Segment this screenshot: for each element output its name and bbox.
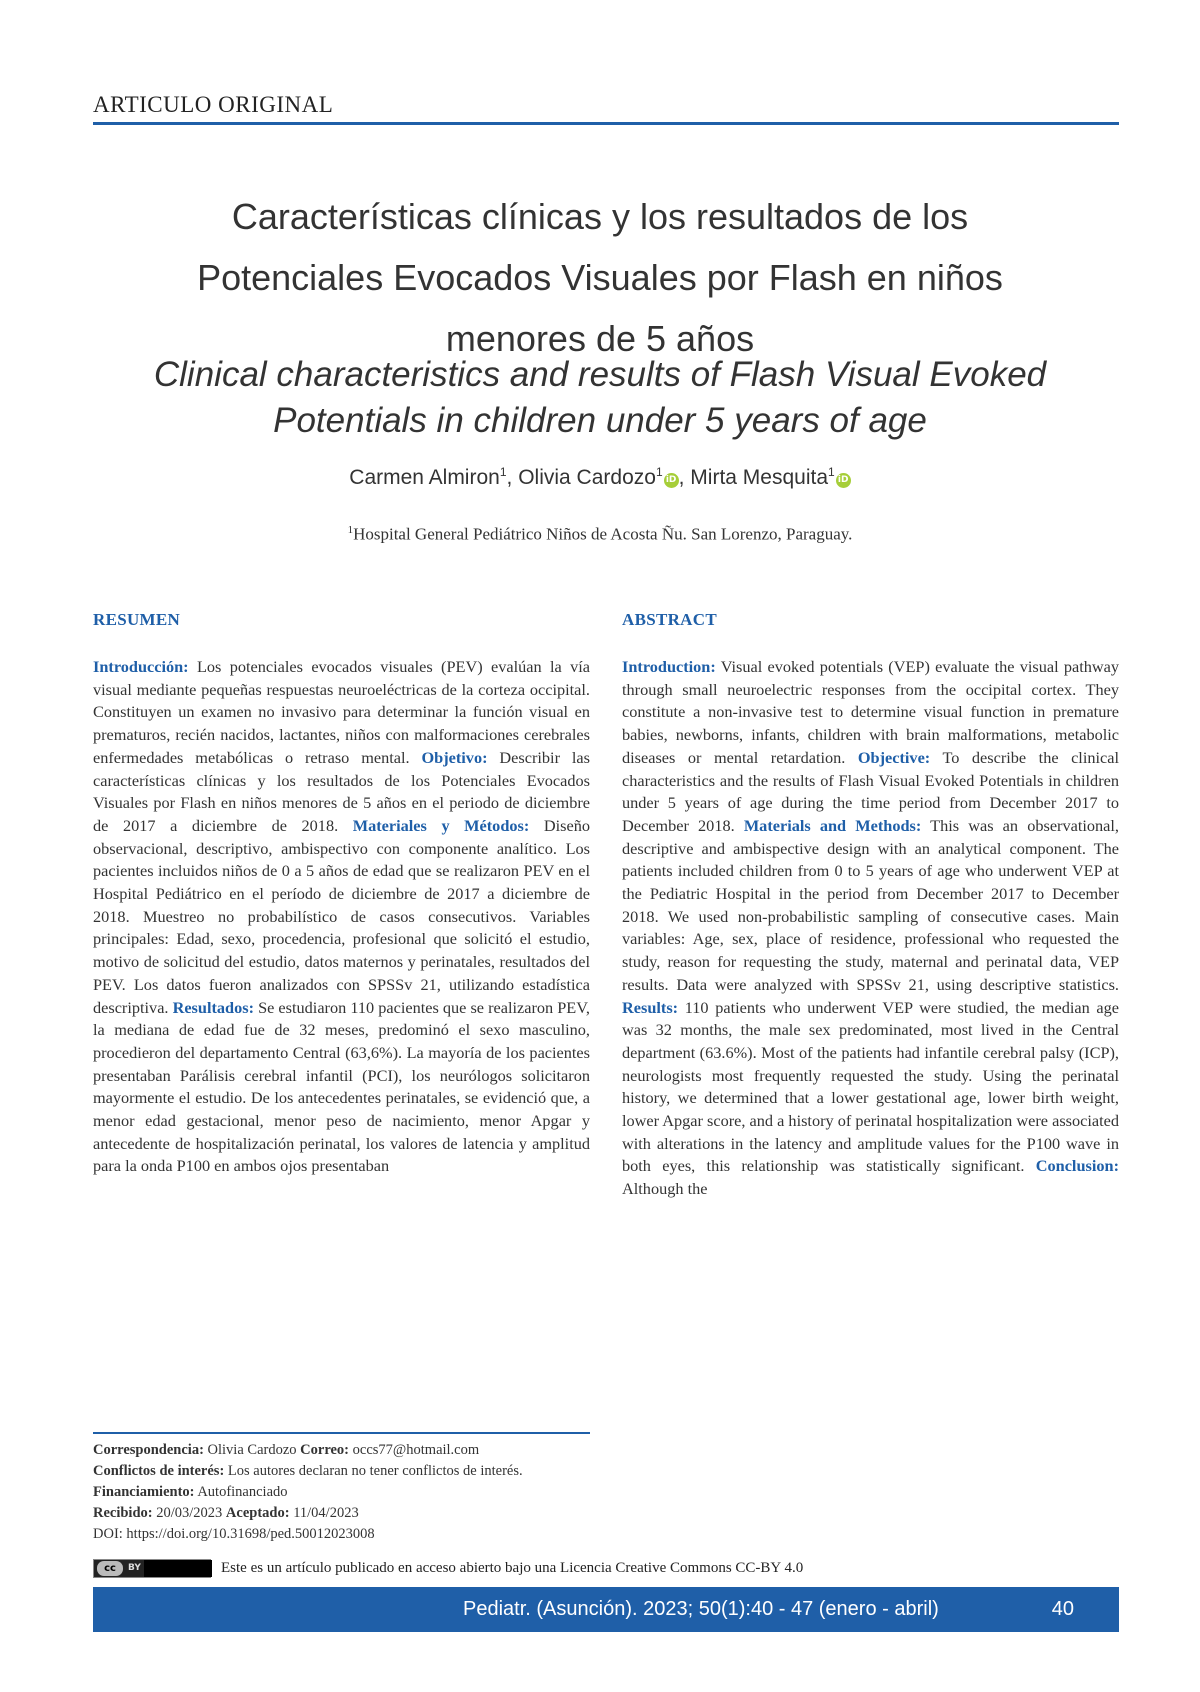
- abstract-text: This was an observational, descriptive and ambispective design with an analytical component. The patients included children from 0 to 5 years of age who underwent VEP at the Pediatric Hospital in the period from December 2017 to December 2018. We used non-probabilistic sampling of consecutive cases. Main variables: Age, sex, place of residence, professional who requested the study, reason for requesting the study, maternal and perinatal data, VEP results. Data were analyzed with SPSSv 21, using descriptive statistics.: [622, 815, 1119, 994]
- cc-icon: cc: [97, 1561, 123, 1576]
- abstract-text: Visual evoked potentials (VEP) evaluate the visual pathway through small neuroelectric responses from the occipital cortex. They constitute a non-invasive test to determine visual function in premature babies, newborns, infants, children with brain malformations, metabolic diseases or mental retardation.: [622, 657, 1119, 767]
- license-row: [93, 1557, 1093, 1579]
- title-es-line-3: menores de 5 años: [445, 318, 755, 359]
- article-metadata: [93, 1440, 1093, 1545]
- journal-citation: Pediatr. (Asunción). 2023; 50(1):40 - 47 (enero - abril): [463, 1598, 939, 1620]
- email-link[interactable]: occs77@hotmail.com: [349, 1442, 480, 1458]
- title-en-line-1: Clinical characteristics and results of Flash Visual Evoked: [153, 355, 1047, 394]
- abstract-text: 110 patients who underwent VEP were studied, the median age was 32 months, the male sex predominated, most lived in the Central department (63.6%). Most of the patients had infantile cerebral palsy (ICP), neurologists most frequently requested the study. Using the perinatal history, we determined that a lower gestational age, lower birth weight, lower Apgar score, and a history of perinatal hospitalization were associated with alterations in the latency and amplitude values for the P100 wave in both eyes, this relationship was statistically significant.: [622, 997, 1119, 1176]
- by-label: BY: [128, 1563, 141, 1573]
- title-es-line-2: Potenciales Evocados Visuales por Flash en niños: [197, 257, 1003, 298]
- author-affiliation-mark: 1: [499, 465, 507, 479]
- keyword-label: Resultados:: [172, 997, 254, 1017]
- header-rule: [93, 122, 1119, 125]
- author-name: Olivia Cardozo: [518, 466, 656, 489]
- resumen-text: Diseño observacional, descriptivo, ambispectivo con componente analítico. Los pacientes incluidos niños de 0 a 5 años de edad que se realizaron PEV en el Hospital Pediátrico en el período de diciembre de 2017 a diciembre de 2018. Muestreo no probabilístico de casos consecutivos. Variables principales: Edad, sexo, procedencia, profesional que solicitó el estudio, motivo de solicitud del estudio, datos maternos y perinatales, resultados del PEV. Los datos fueron analizados con SPSSv 21, utilizando estadística descriptiva.: [93, 815, 590, 1017]
- author-affiliation-mark: 1: [828, 465, 835, 479]
- resumen-body: [93, 656, 590, 1178]
- meta-label: Financiamiento:: [93, 1484, 195, 1500]
- title-english: [100, 352, 1100, 444]
- affiliation-text: Hospital General Pediátrico Niños de Acosta Ñu. San Lorenzo, Paraguay.: [353, 524, 853, 544]
- author-name: Mirta Mesquita: [690, 466, 829, 489]
- journal-footer-bar: [93, 1587, 1119, 1632]
- doi-link[interactable]: DOI: https://doi.org/10.31698/ped.50012023008: [93, 1526, 375, 1542]
- conflicts-line: [93, 1461, 1093, 1482]
- meta-label: Recibido:: [93, 1505, 153, 1521]
- author-name: Carmen Almiron: [349, 466, 500, 489]
- meta-value: Los autores declaran no tener conflictos de interés.: [224, 1463, 523, 1479]
- badge-stripe: [144, 1560, 212, 1577]
- meta-label: Correo:: [300, 1442, 350, 1458]
- correspondence-line: [93, 1440, 1093, 1461]
- keyword-label: Introducción:: [93, 657, 189, 676]
- resumen-text: Los potenciales evocados visuales (PEV) evalúan la vía visual mediante pequeñas respuestas neuroeléctricas de la corteza occipital. Constituyen un examen no invasivo para determinar la función visual en prematuros, recién nacidos, lactantes, niños con malformaciones cerebrales enfermedades metabólicas o retraso mental.: [93, 657, 590, 767]
- license-text: Este es un artículo publicado en acceso abierto bajo una Licencia Creative Commons CC-BY 4.0: [221, 1560, 804, 1576]
- abstract-text: Although the: [622, 1179, 708, 1199]
- funding-line: [93, 1482, 1093, 1503]
- accepted-date: 11/04/2023: [289, 1505, 359, 1521]
- meta-label: Aceptado:: [225, 1505, 290, 1521]
- abstract-body: [622, 656, 1119, 1201]
- correspondence-author: Olivia Cardozo: [203, 1442, 301, 1458]
- keyword-label: Introduction:: [622, 657, 716, 676]
- orcid-icon[interactable]: iD: [836, 473, 851, 488]
- footnote-rule: [93, 1432, 590, 1434]
- meta-label: Conflictos de interés:: [93, 1463, 225, 1479]
- resumen-text: Describir las características clínicas y los resultados de los Potenciales Evocados Visuales por Flash en niños menores de 5 años en el periodo de diciembre de 2017 a diciembre de 2018.: [93, 747, 590, 835]
- title-spanish: [120, 186, 1080, 369]
- keyword-label: Objective:: [857, 747, 931, 767]
- affiliation: [100, 524, 1100, 545]
- keyword-label: Materiales y Métodos:: [352, 815, 530, 835]
- dates-line: [93, 1503, 1093, 1524]
- page-number: 40: [1051, 1598, 1074, 1620]
- resumen-text: Se estudiaron 110 pacientes que se realizaron PEV, la mediana de edad fue de 32 meses, predominó el sexo masculino, procedieron del departamento Central (63,6%). La mayoría de los pacientes presentaban Parálisis cerebral infantil (PCI), los neurólogos solicitaron mayormente el estudio. De los antecedentes perinatales, se evidenció que, a menor edad gestacional, menor peso de nacimiento, menor Apgar y antecedente de hospitalización perinatal, los valores de latencia y amplitud para la onda P100 en ambos ojos presentaban: [93, 997, 590, 1176]
- section-label: ARTICULO ORIGINAL: [93, 92, 334, 117]
- author-list: Carmen Almiron$^1$, Olivia Cardozo$^1$iD , Mirta Mesquita$^1$iD: [100, 465, 1100, 490]
- title-es-line-1: Características clínicas y los resultados de los: [231, 196, 969, 237]
- meta-label: Correspondencia:: [93, 1442, 204, 1458]
- orcid-icon[interactable]: iD: [664, 473, 679, 488]
- resumen-heading: RESUMEN: [93, 610, 181, 629]
- received-date: 20/03/2023: [152, 1505, 226, 1521]
- title-en-line-2: Potentials in children under 5 years of age: [273, 401, 927, 440]
- keyword-label: Materials and Methods:: [743, 815, 922, 835]
- keyword-label: Objetivo:: [421, 747, 488, 767]
- abstract-text: To describe the clinical characteristics and the results of Flash Visual Evoked Potentials in children under 5 years of age during the time period from December 2017 to December 2018.: [622, 747, 1119, 835]
- cc-by-badge[interactable]: [93, 1559, 211, 1578]
- author-affiliation-mark: 1: [655, 465, 663, 479]
- meta-value: Autofinanciado: [194, 1484, 288, 1500]
- keyword-label: Results:: [622, 997, 679, 1017]
- abstract-heading: ABSTRACT: [622, 610, 717, 629]
- affiliation-mark: 1: [347, 524, 354, 536]
- keyword-label: Conclusion:: [1035, 1156, 1119, 1176]
